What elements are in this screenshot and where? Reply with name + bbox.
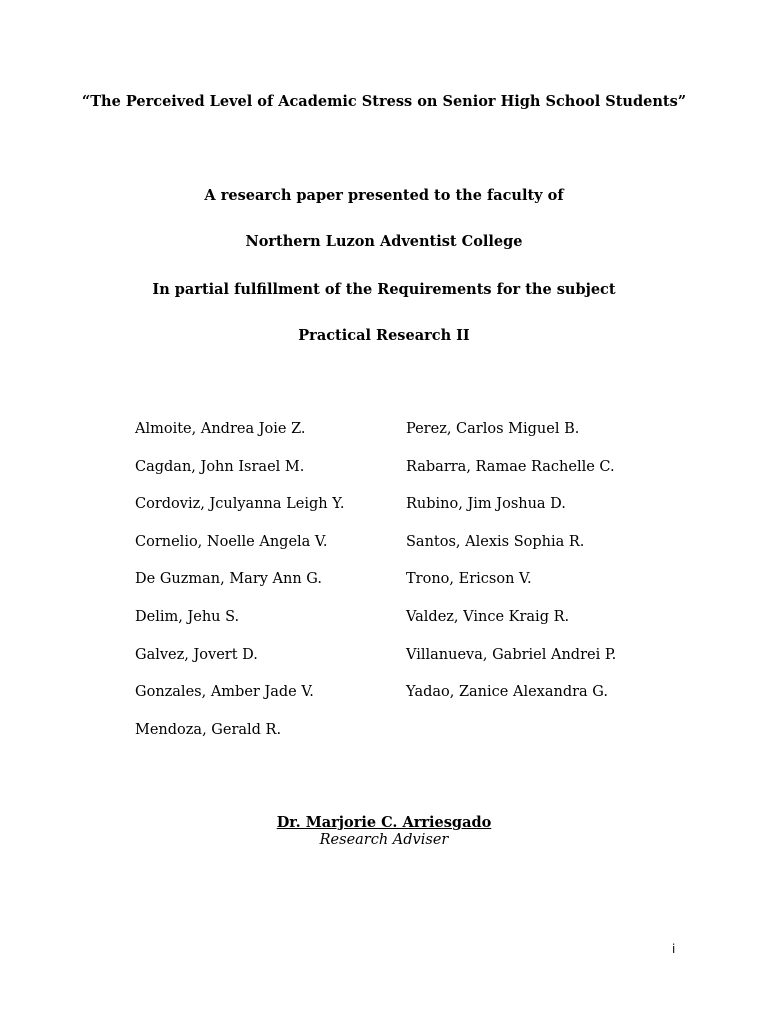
author-name: Cagdan, John Israel M. — [135, 458, 305, 475]
author-name: Galvez, Jovert D. — [135, 646, 258, 663]
author-name: Trono, Ericson V. — [406, 571, 532, 588]
authors-right-column — [406, 419, 616, 720]
author-name: Almoite, Andrea Joie Z. — [135, 421, 306, 437]
page-number: i — [672, 942, 676, 956]
author-name: Gonzales, Amber Jade V. — [135, 684, 314, 701]
author-name: Perez, Carlos Miguel B. — [406, 421, 580, 437]
presentation-line-1: A research paper presented to the faculty of — [204, 187, 564, 204]
fulfillment-line: In partial fulfillment of the Requirements for the subject — [152, 281, 616, 298]
author-name: Rabarra, Ramae Rachelle C. — [406, 458, 615, 475]
authors-left-column — [135, 419, 345, 757]
author-name: Cordoviz, Jculyanna Leigh Y. — [135, 496, 345, 513]
adviser-name — [0, 814, 768, 831]
author-name: Delim, Jehu S. — [135, 608, 240, 625]
adviser-name-text: Dr. Marjorie C. Arriesgado — [276, 814, 492, 831]
author-name: De Guzman, Mary Ann G. — [135, 571, 322, 588]
author-name: Cornelio, Noelle Angela V. — [135, 533, 328, 550]
author-name: Mendoza, Gerald R. — [135, 721, 282, 738]
adviser-role: Research Adviser — [319, 832, 449, 848]
author-name: Villanueva, Gabriel Andrei P. — [406, 646, 617, 663]
author-name: Yadao, Zanice Alexandra G. — [406, 684, 608, 701]
author-name: Santos, Alexis Sophia R. — [406, 533, 585, 550]
author-name: Rubino, Jim Joshua D. — [406, 496, 566, 513]
institution-name: Northern Luzon Adventist College — [245, 233, 523, 250]
author-name: Valdez, Vince Kraig R. — [406, 608, 570, 625]
subject-name: Practical Research II — [298, 327, 470, 344]
paper-title: “The Perceived Level of Academic Stress on Senior High School Students” — [81, 93, 687, 110]
